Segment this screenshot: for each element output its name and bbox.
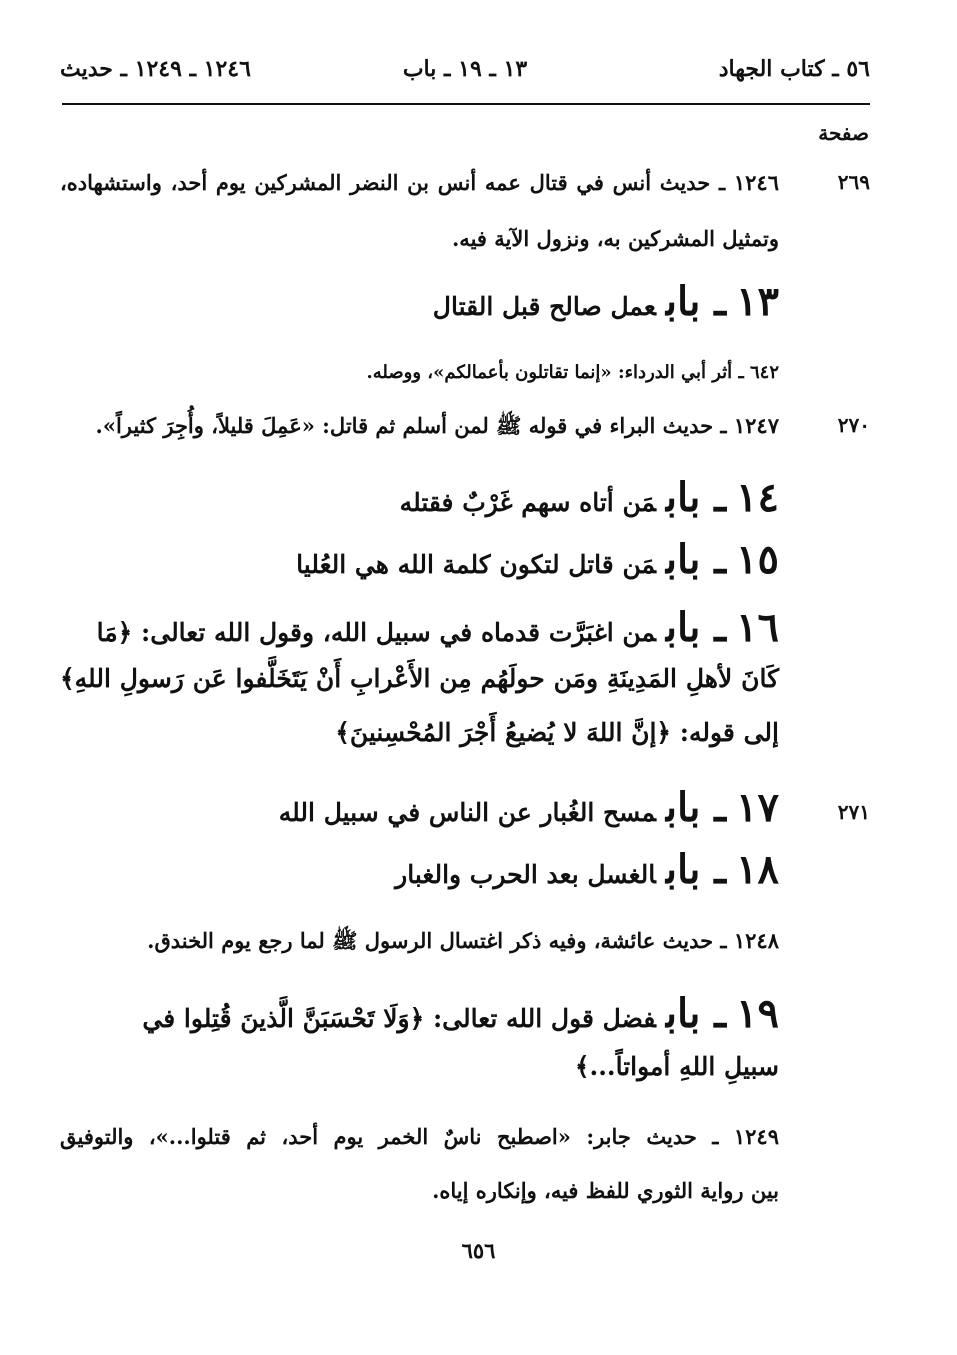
bab-18-heading [60, 846, 779, 893]
bab-14-heading [60, 474, 779, 521]
bab-13-heading [60, 278, 779, 325]
bab-15-heading [60, 536, 779, 583]
page-column-label: صفحة [818, 121, 869, 145]
header-section-range: ١٣ ـ ١٩ ـ باب [402, 56, 528, 82]
page-ref-270: ٢٧٠ [837, 413, 870, 437]
page-number: ٦٥٦ [461, 1238, 496, 1263]
bab-16-heading [60, 604, 779, 651]
hadith-1248: ١٢٤٨ ـ حديث عائشة، وفيه ذكر اغتسال الرسول ﷺ لما رجع يوم الخندق. [147, 928, 779, 953]
bab-17-word: ـ باب [665, 784, 727, 831]
bab-15-title: مَن قاتل لتكون كلمة الله هي العُليا [296, 550, 656, 579]
header-chapter: ٥٦ ـ كتاب الجهاد [718, 56, 870, 82]
bab-18-title: الغسل بعد الحرب والغبار [395, 860, 656, 889]
bab-19-line-2: سبيلِ اللهِ أمواتاً...﴾ [574, 1052, 779, 1081]
bab-16-word: ـ باب [665, 604, 727, 651]
hadith-1249-line-2: بين رواية الثوري للفظ فيه، وإنكاره إياه. [432, 1178, 779, 1203]
bab-16-line-3: إلى قوله: ﴿إنَّ اللهَ لا يُضيعُ أَجْرَ المُحْسِنينَ﴾ [335, 718, 779, 747]
bab-16-line-2: كَانَ لأهلِ المَدِينَةِ ومَن حولَهُم مِن الأَعْرابِ أَنْ يَتَخَلَّفوا عَن رَسولِ اللهِ﴾ [60, 664, 779, 693]
bab-19-heading [60, 990, 779, 1037]
bab-17-title: مسح الغُبار عن الناس في سبيل الله [278, 798, 656, 827]
header-divider [62, 103, 870, 105]
bab-19-title: فضل قول الله تعالى: ﴿وَلَا تَحْسَبَنَّ الَّذينَ قُتِلوا في [142, 1004, 656, 1033]
header-hadith-range: ١٢٤٦ ـ ١٢٤٩ ـ حديث [60, 56, 251, 82]
bab-15-number: ١٥ [736, 536, 779, 583]
bab-14-word: ـ باب [665, 474, 727, 521]
bab-18-number: ١٨ [736, 846, 779, 893]
bab-16-number: ١٦ [736, 604, 779, 651]
bab-14-title: مَن أتاه سهم غَرْبٌ فقتله [399, 488, 656, 517]
hadith-1246-line-1: ١٢٤٦ ـ حديث أنس في قتال عمه أنس بن النضر المشركين يوم أحد، واستشهاده، [60, 170, 779, 195]
running-header [60, 56, 870, 92]
bab-17-heading [60, 784, 779, 831]
bab-13-number: ١٣ [736, 278, 779, 325]
bab-13-title: عمل صالح قبل القتال [432, 292, 656, 321]
bab-15-word: ـ باب [665, 536, 727, 583]
bab-19-word: ـ باب [665, 990, 727, 1037]
bab-17-number: ١٧ [736, 784, 779, 831]
page-ref-269: ٢٦٩ [837, 170, 870, 194]
athar-642: ٦٤٢ ـ أثر أبي الدرداء: «إنما تقاتلون بأعمالكم»، ووصله. [366, 362, 779, 383]
bab-14-number: ١٤ [736, 474, 779, 521]
hadith-1246-line-2: وتمثيل المشركين به، ونزول الآية فيه. [452, 226, 779, 251]
bab-18-word: ـ باب [665, 846, 727, 893]
hadith-1247: ١٢٤٧ ـ حديث البراء في قوله ﷺ لمن أسلم ثم قاتل: «عَمِلَ قليلاً، وأُجِرَ كثيراً». [95, 413, 779, 438]
bab-19-number: ١٩ [736, 990, 779, 1037]
hadith-1249-line-1: ١٢٤٩ ـ حديث جابر: «اصطبح ناسٌ الخمر يوم أحد، ثم قتلوا...»، والتوفيق [60, 1124, 779, 1149]
page-ref-271: ٢٧١ [837, 800, 870, 824]
bab-13-word: ـ باب [665, 278, 727, 325]
bab-16-title: من اغبَرَّت قدماه في سبيل الله، وقول الله تعالى: ﴿مَا [96, 618, 656, 647]
